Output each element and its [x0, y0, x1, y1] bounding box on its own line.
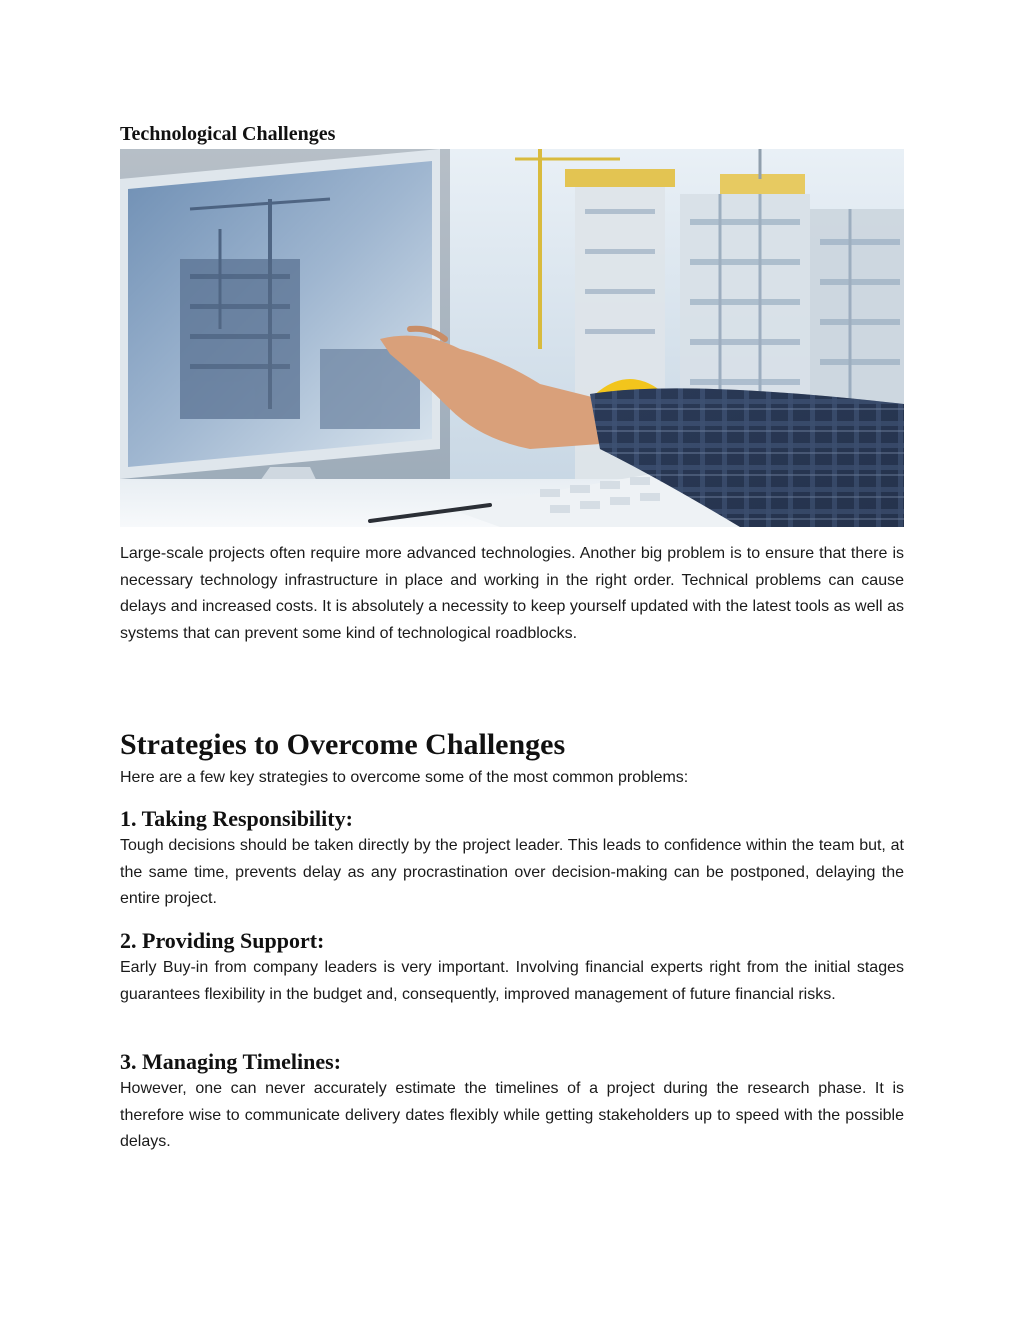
strategies-title: Strategies to Overcome Challenges [120, 728, 566, 761]
strategy-text: However, one can never accurately estimate the timelines of a project during the research phase. It is therefore wise to communicate delivery dates flexibly while getting stakeholders up to speed with the possible delays. [120, 1080, 904, 1150]
monitor-icon [120, 149, 450, 519]
intro-paragraph: Large-scale projects often require more advanced technologies. Another big problem is to ensure that there is necessary technology infrastructure in place and working in the right order. Technical problems can cause delays and increased costs. It is absolutely a necessity to keep yourself updated with the latest tools as well as systems that can prevent some kind of technological roadblocks. [120, 545, 904, 642]
strategy-text: Early Buy-in from company leaders is very important. Involving financial experts right from the initial stages guarantees flexibility in the budget and, consequently, improved management of future financial risks. [120, 959, 904, 1003]
strategy-heading: 1. Taking Responsibility: [120, 806, 353, 831]
strategies-intro: Here are a few key strategies to overcome some of the most common problems: [120, 769, 689, 786]
strategy-text: Tough decisions should be taken directly by the project leader. This leads to confidence within the team but, at the same time, prevents delay as any procrastination over decision-making can be postponed, delaying the entire project. [120, 837, 904, 907]
hero-image [120, 149, 904, 527]
strategy-heading: 3. Managing Timelines: [120, 1049, 342, 1074]
strategy-heading: 2. Providing Support: [120, 928, 325, 953]
section-title: Technological Challenges [120, 123, 336, 145]
